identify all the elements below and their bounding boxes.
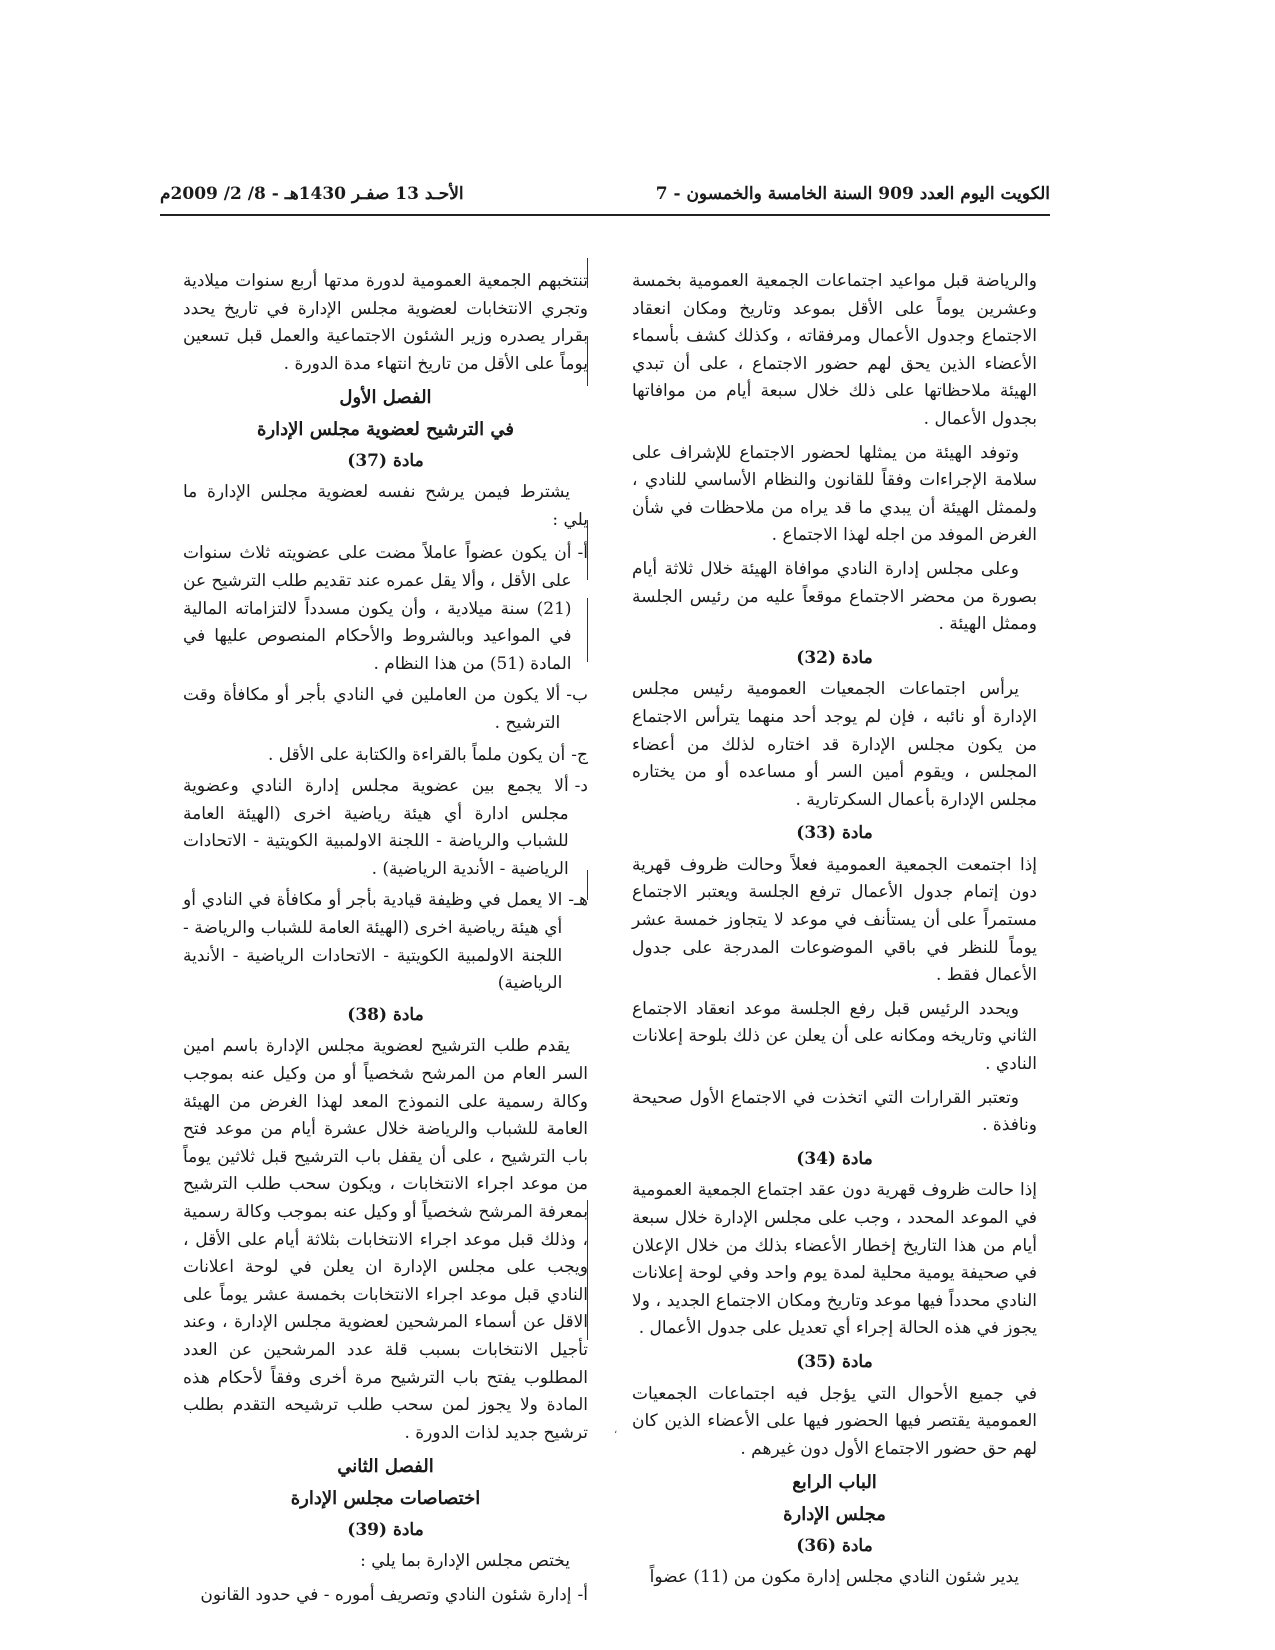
list-item-label: أ- xyxy=(577,1584,588,1605)
paragraph: ويحدد الرئيس قبل رفع الجلسة موعد انعقاد الاجتماع الثاني وتاريخه ومكانه على أن يعلن عن ذلك بلوحة إعلانات النادي . xyxy=(632,998,1037,1075)
chapter-title: مجلس الإدارة xyxy=(783,1503,886,1525)
list-item-text: الا يعمل في وظيفة قيادية بأجر أو مكافأة في النادي أو أي هيئة رياضية اخرى (الهيئة العامة للشباب والرياضة - اللجنة الاولمبية الكويتية - الاتحادات الرياضية - الأندية الرياضية) xyxy=(183,890,563,994)
list-item-text: أن يكون عضواً عاملاً مضت على عضويته ثلاث سنوات على الأقل ، وألا يقل عمره عند تقديم طلب الترشيح عن (21) سنة ميلادية ، وأن يكون مسدداً لالتزاماته المالية في المواعيد وبالشروط والأحكام المنصوص عليها في المادة (51) من هذا النظام . xyxy=(183,543,572,674)
header-issue-info: الكويت اليوم العدد 909 السنة الخامسة والخمسون - 7 xyxy=(655,184,1050,204)
paragraph: وعلى مجلس إدارة النادي موافاة الهيئة خلال ثلاثة أيام بصورة من محضر الاجتماع موقعاً عليه من رئيس الجلسة وممثل الهيئة . xyxy=(632,558,1037,635)
article-heading: مادة (36) xyxy=(796,1535,873,1556)
list-item xyxy=(183,540,588,678)
paragraph: تنتخبهم الجمعية العمومية لدورة مدتها أربع سنوات ميلادية وتجري الانتخابات لعضوية مجلس الإدارة في تاريخ يحدد بقرار يصدره وزير الشئون الاجتماعية والعمل قبل تسعين يوماً على الأقل من تاريخ انتهاء مدة الدورة . xyxy=(183,271,588,374)
paragraph: في جميع الأحوال التي يؤجل فيه اجتماعات الجمعيات العمومية يقتصر فيها الحضور فيها على الأعضاء الذين كان لهم حق حضور الاجتماع الأول دون غيرهم . xyxy=(632,1383,1037,1459)
article-heading: مادة (35) xyxy=(796,1351,873,1372)
article-heading: مادة (33) xyxy=(796,823,873,844)
list-item-text: إدارة شئون النادي وتصريف أموره - في حدود القانون xyxy=(200,1584,572,1605)
list-item-label: أ- xyxy=(577,543,588,564)
section-heading: الفصل الأول xyxy=(339,387,432,409)
paragraph: يشترط فيمن يرشح نفسه لعضوية مجلس الإدارة ما يلي : xyxy=(183,482,588,530)
list-item-text: ألا يجمع بين عضوية مجلس إدارة النادي وعضوية مجلس ادارة أي هيئة رياضية اخرى (الهيئة العامة للشباب والرياضة - اللجنة الاولمبية الكويتية - الاتحادات الرياضية - الأندية الرياضية) . xyxy=(183,776,569,879)
section-title: في الترشيح لعضوية مجلس الإدارة xyxy=(257,418,514,440)
page-header xyxy=(160,180,1050,216)
paragraph: وتوفد الهيئة من يمثلها لحضور الاجتماع للإشراف على سلامة الإجراءات وفقاً للقانون والنظام الأساسي للنادي ، ولممثل الهيئة أن يبدي ما قد يراه من ملاحظات في شأن الغرض الموفد من اجله لهذا الاجتماع . xyxy=(632,442,1037,546)
paragraph: إذا حالت ظروف قهرية دون عقد اجتماع الجمعية العمومية في الموعد المحدد ، وجب على مجلس الإدارة خلال سبعة أيام من هذا التاريخ إخطار الأعضاء بذلك من خلال الإعلان في صحيفة يومية محلية لمدة يوم واحد وفي لوحة إعلانات النادي محدداً فيها موعد وتاريخ ومكان الاجتماع الجديد ، ولا يجوز في هذه الحالة إجراء أي تعديل على جدول الأعمال . xyxy=(632,1180,1037,1339)
list-item xyxy=(183,742,588,770)
list-item-label: ب- xyxy=(566,685,588,706)
list-item xyxy=(183,887,588,997)
paragraph: وتعتبر القرارات التي اتخذت في الاجتماع الأول صحيحة ونافذة . xyxy=(632,1087,1037,1136)
right-column xyxy=(632,268,1037,1598)
header-date: الأحـد 13 صفـر 1430هـ - 8/ 2/ 2009م xyxy=(160,184,464,204)
paragraph: يقدم طلب الترشيح لعضوية مجلس الإدارة باسم امين السر العام من المرشح شخصياً أو من وكيل عنه بموجب وكالة رسمية على النموذج المعد لهذا الغرض من الهيئة العامة للشباب والرياضة خلال عشرة أيام من موعد فتح باب الترشيح ، على أن يقفل باب الترشيح قبل ثلاثين يوماً من موعد اجراء الانتخابات ، ويكون سحب طلب الترشيح بمعرفة المرشح شخصياً أو وكيل عنه بموجب وكالة رسمية ، وذلك قبل موعد اجراء الانتخابات بثلاثة أيام على الأقل ، ويجب على مجلس الإدارة ان يعلن في لوحة اعلانات النادي قبل موعد اجراء الانتخابات بخمسة عشر يوماً على الاقل عن أسماء المرشحين لعضوية مجلس الإدارة ، وعند تأجيل الانتخابات بسبب قلة عدد المرشحين عن العدد المطلوب يفتح باب الترشيح مرة أخرى وفقاً لأحكام هذه المادة ولا يجوز لمن سحب طلب ترشيحه التقدم بطلب ترشيح جديد لذات الدورة . xyxy=(183,1036,589,1443)
paragraph: يختص مجلس الإدارة بما يلي : xyxy=(360,1551,570,1572)
article-heading: مادة (34) xyxy=(796,1148,873,1169)
list-item-label: ج- xyxy=(571,744,588,765)
list-item-text: ألا يكون من العاملين في النادي بأجر أو مكافأة وقت الترشيح . xyxy=(183,685,561,733)
list-item-label: د- xyxy=(574,776,588,797)
paragraph: يدير شئون النادي مجلس إدارة مكون من (11) عضواً xyxy=(649,1567,1019,1588)
paragraph: إذا اجتمعت الجمعية العمومية فعلاً وحالت ظروف قهرية دون إتمام جدول الأعمال ترفع الجلسة ويعتبر الاجتماع مستمراً على أن يستأنف في موعد لا يتجاوز خمسة عشر يوماً للنظر في باقي الموضوعات المدرجة على جدول الأعمال فقط . xyxy=(632,854,1037,986)
list-item xyxy=(183,682,588,737)
left-column xyxy=(183,268,588,1613)
paragraph: يرأس اجتماعات الجمعيات العمومية رئيس مجلس الإدارة أو نائبه ، فإن لم يوجد أحد منهما يترأس الاجتماع من يكون مجلس الإدارة قد اختاره لذلك من أعضاء المجلس ، ويقوم أمين السر أو مساعده أو من يختاره مجلس الإدارة بأعمال السكرتارية . xyxy=(632,679,1037,810)
list-item xyxy=(183,773,588,883)
chapter-heading: الباب الرابع xyxy=(792,1472,877,1494)
article-heading: مادة (37) xyxy=(347,450,424,471)
article-heading: مادة (32) xyxy=(796,647,873,668)
list-item-label: هـ- xyxy=(568,890,588,911)
page-mark: ، xyxy=(614,1425,618,1436)
paragraph: والرياضة قبل مواعيد اجتماعات الجمعية العمومية بخمسة وعشرين يوماً على الأقل بموعد وتاريخ ومكان انعقاد الاجتماع وجدول الأعمال ومرفقاته ، وكذلك كشف بأسماء الأعضاء الذين يحق لهم حضور الاجتماع ، على أن تبدي الهيئة ملاحظاتها على ذلك خلال سبعة أيام من موافاتها بجدول الأعمال . xyxy=(632,271,1037,429)
article-heading: مادة (39) xyxy=(347,1519,424,1540)
article-heading: مادة (38) xyxy=(347,1004,424,1025)
list-item xyxy=(183,1582,588,1610)
list-item-text: أن يكون ملماً بالقراءة والكتابة على الأقل . xyxy=(268,744,566,765)
section-heading: الفصل الثاني xyxy=(337,1456,434,1478)
section-title: اختصاصات مجلس الإدارة xyxy=(290,1487,481,1509)
